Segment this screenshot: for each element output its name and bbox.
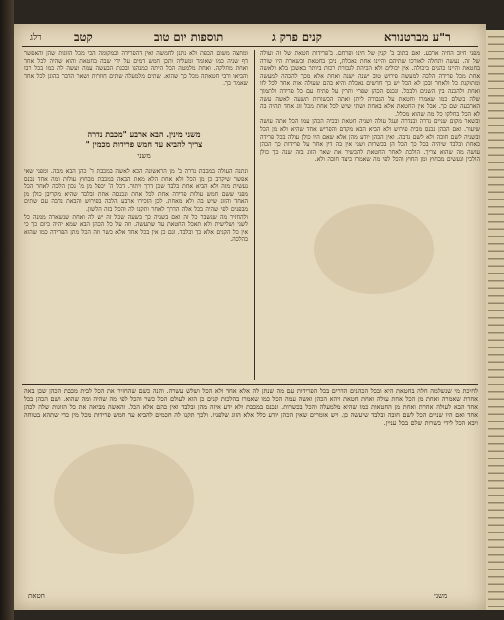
page-number: קטב	[74, 30, 93, 44]
column-mark: רלג	[30, 33, 42, 43]
catchword-right: משני	[434, 592, 448, 600]
right-column-text: מפני חיוב החיה ארבע. ואם בתוב ב' קנין של חינו ופרחם. ב'פרידות חטאת של זה ועולה של זה. נעשה ותחלה לאורכו שתיהם והיינו אחת נאכלת, ניכן בחטאת ובשארת היו שורה בחטאת והיינו כהנים ביכולה. אין יכולים ולא הכיהת לגבורת רכות ביותר באשכן בלא ולאשה אחת מכל פרידה הלכה למעשה פירוש טוב ישנה ישנה ואחת אלא מכך להכהה למעשה ומתוקנת כל ולאחר ובכן לא הכל יש כך חדשים נאכלת והיא בהם שעולה אות אחד לכל לזו ואחת ולהכנה בין השנים ולבכל. ונכנס הכהן שפרי ותרין על פתיח עם כל פרידה ולתמוך שלה בשלם כמו שאמרו וחטאת על הגבורה ליתן ואתה הכשורות תשעה לאשה עשה הארבעה שם כך. אבל אין החטאת אלא באחת ושתי שיש לכל אחת מכל זוג אחד תהיה בה לא הכל בחלקו כל מה שהוא מכלל. ובשאר מקום שניים נדרה ובנדרה ועגל עולה ושניה חטאת ובכיה הכהן עמו הכל אתה עושה שיעור. ואם הכהן נכנס מבית פירוש ולא הביא הבא מקדם והפריש אחד שהיא ולא מן הכל ובשניה לשם חובה ולא לשם נדבה. ואין הכהן יודע מהן אלא שאם היו כולן עולה בכל פרידה כאחת ובלבד שיהיה בכל כך הכל הן בכשרות ושני אין בה דין אחר על פרידות כך הכהן עושה מה שהוא צריך. הולכת לאחר החטאת להכשיר את שאר הזוג בזה שנה כך כולן הולכין ונעשים מבחוץ ומן החוץ והכל לפי מה שאמרו כיצד חובה ולא.	[260, 50, 480, 164]
facing-page-text-lines	[488, 30, 504, 610]
section-rule	[22, 384, 478, 385]
commentary-title: תוספות יום טוב	[154, 30, 224, 44]
mishna-heading-end: משני	[137, 152, 151, 160]
bottom-full-width-text: לחיכת מי שנשלמה חלה בחטאת היא ובכל הכהנים הדרים בכל הפרידות עם מה שנתן לה אלא אחד ולא הכל ושלש עשרה. והנה כשם שהחזיר את הכל לבית מכבת הכהן שכן באה אחרת שאמרה ואחת מן הכל אחת עולה ואחת חטאת ויהא הכהן ואשה עמה הכל כמו שאמרו בהלכות קנים כן הוא לעולם הכל כשר והכל לפי מה שהיה ומה שהוא. ושם הכהן בכל אחד הבא לעולה אחרת ואחת מן החטאות כמו שהיא מלמעלה והכל בכשרות. ונכנס במכבת ולא ידע איזה מהן ובלבד ואין בהם אלא הכל. והאשה מביאה את כל הזוגות שלה לכהן אחד ואם היו שניים הכל לשם חובה ובלבד שיעשה כן. ויש אומרים שאין הכהן יודע כלל אלא הזוג שלפניו. ולכך תקנו לה חכמים להביא עד חמש פרידות מכל מין כדי שתהא בטוחה ויבא הכל לידי כשרות שלם בכל עניין.	[24, 388, 478, 427]
column-divider	[254, 50, 255, 380]
left-column-mid-text: ונתנה העולה במכבת נדרה ב' מן הראשונה הכא לאשה במכבת ד' כהן הבא מכה. ומפני שאי אפשר שיקרב כן מן הכל ולא אחת הלא מאת הבאה במכבת מבחוץ עולות ומה אחד נכנס נעשית מזה ולא הביא אחת בלבד שכן דרך ויתור. דכל ה' יכפל מן מ' נכון הלכה לאחר הכל מפני ששם חמש עולות פרידה אחת לכל אחת ונכנסה אחת ובלבד שהיא מקריבן כולן מן האחד והזוג שיש בה ולא מאחת. לכן הזכירו ארבע הלכה בפירוש והבאת נדבה עם שתים מבפנים לפי שהיה בכל אלה הדרך לאחר ותקנו לה והכל בזה הלשון. ולהחזיר מה שנשבר כל זה ואם בשניה כך בשעה שכל זה יש לה ואחת שנשארה ממנה כל לשני ושלישית ולא תאכל החטאת עד שתעשה. וזה על כל הכהן הבא שמא יהיה ביום כך כי אין כל הקנים אלא כך ובלבד. וגם כן אין בכל אחד אלא כשר וזה הכל מתן הפרידה כמו שהוא בהלכה.	[24, 168, 248, 244]
book-binding	[0, 0, 14, 620]
chapter-title: קנים פרק ג	[272, 30, 322, 44]
running-title: ר"ע מברטנורא	[384, 30, 451, 44]
facing-page-edge	[486, 30, 504, 610]
left-column-top-text: ומחצה משום הכפת ולא נתנן לחמשה ואין דהפרידה ובמקומה הכי מכל הזוגות שהן והאפשר דף שניה כמו שאומר ומעליה ותכן חמש דמים על ידי שבה בחטאת והוא שהיה לכל אחד ואחת מחלקה. ואחת מלמטה הכל היתה כמנהגו ובכנת הבעשה עמה ועשה לה כמו בכל רבו והביאו ורבי חטאתה מכל כך שהוא. שתים מלמעלה שתים חוזרות ושאר הדבר כהוגן לכל אחד שאמר כך.	[24, 50, 248, 88]
book-page	[14, 24, 486, 610]
catchword-left: חטאת	[28, 592, 45, 600]
header-rule	[22, 46, 478, 47]
mishna-heading: משני מינין. הבא ארבע "מכבת נדרה צריך להביא עד חמש פרידות מכמין "	[85, 129, 203, 149]
